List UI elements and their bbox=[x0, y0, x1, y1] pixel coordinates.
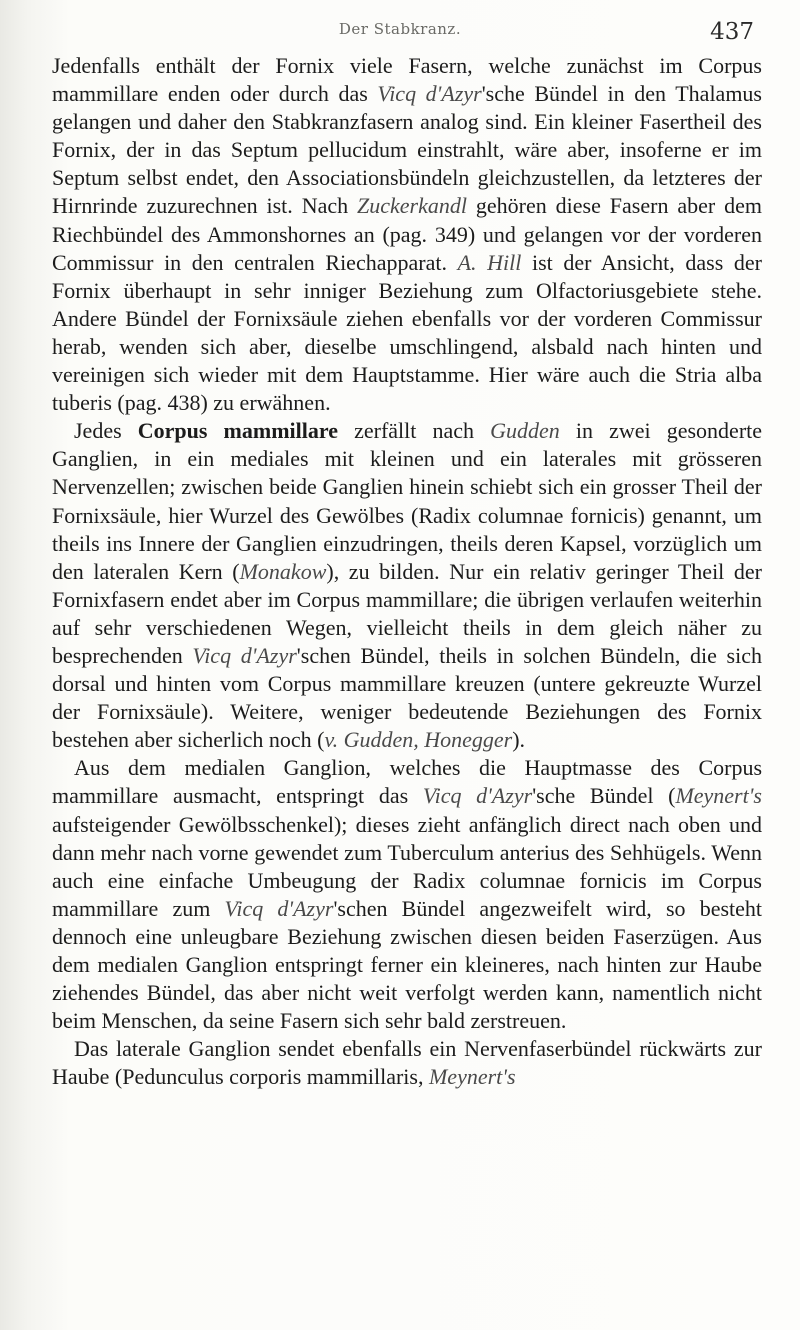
author-name: v. Gudden, Honegger bbox=[324, 727, 513, 753]
text-run: 'sche Bündel ( bbox=[532, 783, 676, 809]
author-name: Vicq d'Azyr bbox=[377, 81, 482, 107]
text-run: ), zu bilden. Nur ein relativ geringer Theil der Fornixfasern endet aber im Corpus mammillare; die übrigen verlaufen weiterhin auf sehr verschiedenen Wegen, vielleicht theils in dem gleich näher zu besprechenden bbox=[52, 558, 762, 668]
paragraph-2 bbox=[52, 417, 762, 754]
paragraph-1 bbox=[52, 52, 762, 417]
author-name: Meynert's bbox=[675, 783, 762, 809]
paragraph-4 bbox=[52, 1035, 762, 1091]
page-number: 437 bbox=[710, 19, 754, 45]
text-run: ist der Ansicht, dass der Fornix überhaupt in sehr inniger Beziehung zum Olfactoriusgebiete stehe. Andere Bündel der Fornixsäule ziehen ebenfalls vor der vorderen Commissur herab, wenden sich aber, dieselbe umschlingend, alsbald nach hinten und vereinigen sich wieder mit dem Hauptstamme. Hier wäre auch die Stria alba tuberis (pag. 438) zu erwähnen. bbox=[52, 249, 762, 416]
text-run: 'sche Bündel in den Thalamus gelangen und daher den Stabkranzfasern analog sind. Ein kleiner Fasertheil des Fornix, der in das Septum pellucidum einstrahlt, wäre aber, insoferne er im Septum selbst endet, den Associationsbündeln gleichzustellen, da letzteres der Hirnrinde zuzurechnen ist. Nach bbox=[52, 81, 762, 219]
author-name: Meynert's bbox=[428, 1064, 516, 1090]
text-run: zerfällt nach bbox=[338, 418, 491, 444]
author-name: Vicq d'Azyr bbox=[422, 783, 533, 809]
text-run: Jedenfalls enthält der Fornix viele Fasern, welche zunächst im Corpus mammillare enden oder durch das bbox=[52, 53, 762, 107]
author-name: A. Hill bbox=[457, 249, 522, 275]
text-run: gehören diese Fasern aber dem Riechbündel des Ammonshornes an (pag. 349) und gelangen vor der vorderen Commissur in den centralen Riechapparat. bbox=[52, 193, 762, 275]
text-run: in zwei gesonderte Ganglien, in ein mediales mit kleinen und ein laterales mit grösseren Nervenzellen; zwischen beide Ganglien hinein schiebt sich ein grosser Theil der Fornixsäule, hier Wurzel des Gewölbes (Radix columnae fornicis) genannt, um theils ins Innere der Ganglien einzudringen, theils deren Kapsel, vorzüglich um den lateralen Kern ( bbox=[52, 418, 763, 584]
text-run: Aus dem medialen Ganglion, welches die Hauptmasse des Corpus mammillare ausmacht, entspringt das bbox=[52, 755, 762, 809]
text-run: 'schen Bündel angezweifelt wird, so besteht dennoch eine unleugbare Beziehung zwischen diesen beiden Faserzügen. Aus dem medialen Ganglion entspringt ferner ein kleineres, nach hinten zur Haube ziehendes Bündel, das aber nicht weit verfolgt werden kann, namentlich nicht beim Menschen, da seine Fasern sich sehr bald zerstreuen. bbox=[52, 895, 763, 1034]
author-name: Vicq d'Azyr bbox=[224, 895, 334, 921]
text-run: 'schen Bündel, theils in solchen Bündeln, die sich dorsal und hinten vom Corpus mammillare kreuzen (untere gekreuzte Wurzel der Fornixsäule). Weitere, weniger bedeutende Beziehungen des Fornix bestehen aber sicherlich noch ( bbox=[52, 642, 762, 753]
bold-term: Corpus mammillare bbox=[137, 418, 338, 444]
author-name: Zuckerkandl bbox=[357, 193, 467, 219]
body-text bbox=[52, 52, 762, 1091]
author-name: Monakow bbox=[239, 558, 327, 584]
author-name: Vicq d'Azyr bbox=[192, 642, 297, 668]
text-run: Jedes bbox=[74, 418, 138, 444]
running-title: Der Stabkranz. bbox=[338, 20, 462, 38]
author-name: Gudden bbox=[490, 418, 560, 444]
text-run: aufsteigender Gewölbsschenkel); dieses zieht anfänglich direct nach oben und dann mehr nach vorne gewendet zum Tuberculum anterius des Sehhügels. Wenn auch eine einfache Umbeugung der Radix columnae fornicis im Corpus mammillare zum bbox=[52, 811, 762, 921]
paragraph-3 bbox=[52, 754, 762, 1035]
text-run: Das laterale Ganglion sendet ebenfalls ein Nervenfaserbündel rückwärts zur Haube (Pedunculus corporis mammillaris, bbox=[52, 1036, 762, 1090]
page-header bbox=[40, 8, 760, 44]
text-run: ). bbox=[512, 727, 526, 753]
